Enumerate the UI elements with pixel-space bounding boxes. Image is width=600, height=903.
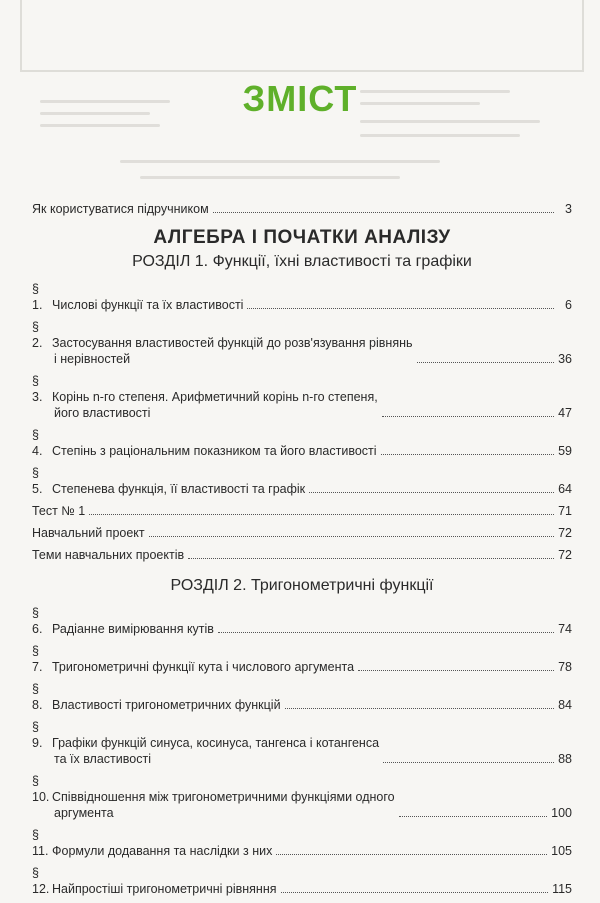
entry-label: Тест № 1 [32, 504, 86, 518]
section-number: § 8. [32, 682, 43, 712]
page-number: 78 [558, 660, 572, 674]
table-of-contents [32, 201, 572, 903]
toc-entry-s1[interactable] [32, 281, 572, 313]
page-number: 64 [558, 482, 572, 496]
dot-leader [276, 854, 547, 855]
section-title: Тригонометричні функції кута і числового аргумента [52, 660, 355, 674]
dot-leader [358, 670, 554, 671]
section-title: Степінь з раціональним показником та його властивості [52, 444, 377, 458]
section-number: § 1. [32, 282, 43, 312]
section-title: Формули додавання та наслідки з них [52, 844, 273, 858]
dot-leader [247, 308, 554, 309]
page-number: 59 [558, 444, 572, 458]
dot-leader [213, 212, 554, 213]
toc-entry-s11[interactable] [32, 827, 572, 859]
section-title: Степенева функція, її властивості та графік [52, 482, 306, 496]
page-number: 71 [558, 504, 572, 518]
page-number: 36 [558, 352, 572, 366]
entry-label: Теми навчальних проектів [32, 548, 185, 562]
page-frame-shadow [20, 0, 584, 72]
section-number: § 5. [32, 466, 43, 496]
toc-entry-s7[interactable] [32, 643, 572, 675]
page-number: 100 [551, 806, 572, 820]
dot-leader [399, 816, 548, 817]
page-number: 72 [558, 526, 572, 540]
section-number: § 11. [32, 828, 49, 858]
toc-entry-s3[interactable] [32, 373, 572, 421]
page-title: ЗМІСТ [242, 78, 358, 119]
toc-entry-s4[interactable] [32, 427, 572, 459]
section-number: § 2. [32, 320, 43, 350]
toc-entry-s8[interactable] [32, 681, 572, 713]
section-number: § 12. [32, 866, 50, 896]
dot-leader [188, 558, 554, 559]
section-title-continued: його властивості [54, 406, 151, 420]
toc-entry-project[interactable] [32, 525, 572, 541]
section-number: § 7. [32, 644, 43, 674]
page-number: 115 [552, 882, 572, 896]
section-title: Радіанне вимірювання кутів [52, 622, 214, 636]
dot-leader [89, 514, 554, 515]
section-title: Графіки функцій синуса, косинуса, тангенса і котангенса [52, 736, 380, 750]
page-number: 105 [551, 844, 572, 858]
section-title: Корінь n-го степеня. Арифметичний корінь n-го степеня, [52, 390, 378, 404]
section-title: Властивості тригонометричних функцій [52, 698, 281, 712]
toc-entry-project-topics[interactable] [32, 547, 572, 563]
dot-leader [383, 762, 554, 763]
part-heading: АЛГЕБРА І ПОЧАТКИ АНАЛІЗУ [153, 227, 451, 248]
page-number: 3 [565, 202, 572, 216]
dot-leader [381, 454, 554, 455]
section-number: § 6. [32, 606, 43, 636]
section-number: § 9. [32, 720, 43, 750]
toc-entry-s9[interactable] [32, 719, 572, 767]
toc-entry-s2[interactable] [32, 319, 572, 367]
entry-label: Навчальний проект [32, 526, 145, 540]
dot-leader [382, 416, 554, 417]
section-number: § 3. [32, 374, 43, 404]
toc-entry-s5[interactable] [32, 465, 572, 497]
toc-entry-intro[interactable] [32, 201, 572, 217]
section-title-continued: аргумента [54, 806, 114, 820]
chapter-2-heading: РОЗДІЛ 2. Тригонометричні функції [170, 577, 434, 594]
page-number: 47 [558, 406, 572, 420]
toc-entry-s6[interactable] [32, 605, 572, 637]
section-title: Найпростіші тригонометричні рівняння [52, 882, 277, 896]
dot-leader [149, 536, 554, 537]
section-title: Застосування властивостей функцій до розв'язування рівнянь [52, 336, 413, 350]
page-number: 84 [558, 698, 572, 712]
toc-entry-s12[interactable] [32, 865, 572, 897]
dot-leader [218, 632, 554, 633]
entry-label: Як користуватися підручником [32, 202, 209, 216]
toc-entry-test[interactable] [32, 503, 572, 519]
dot-leader [417, 362, 554, 363]
section-title: Числові функції та їх властивості [52, 298, 244, 312]
section-number: § 4. [32, 428, 43, 458]
section-title: Співвідношення між тригонометричними функціями одного [52, 790, 395, 804]
dot-leader [281, 892, 549, 893]
section-number: § 10. [32, 774, 50, 804]
page-number: 6 [565, 298, 572, 312]
page-number: 72 [558, 548, 572, 562]
dot-leader [285, 708, 554, 709]
page-number: 88 [558, 752, 572, 766]
section-title-continued: і нерівностей [54, 352, 131, 366]
toc-entry-s10[interactable] [32, 773, 572, 821]
dot-leader [309, 492, 554, 493]
page-number: 74 [558, 622, 572, 636]
chapter-1-heading: РОЗДІЛ 1. Функції, їхні властивості та графіки [132, 253, 472, 270]
section-title-continued: та їх властивості [54, 752, 151, 766]
